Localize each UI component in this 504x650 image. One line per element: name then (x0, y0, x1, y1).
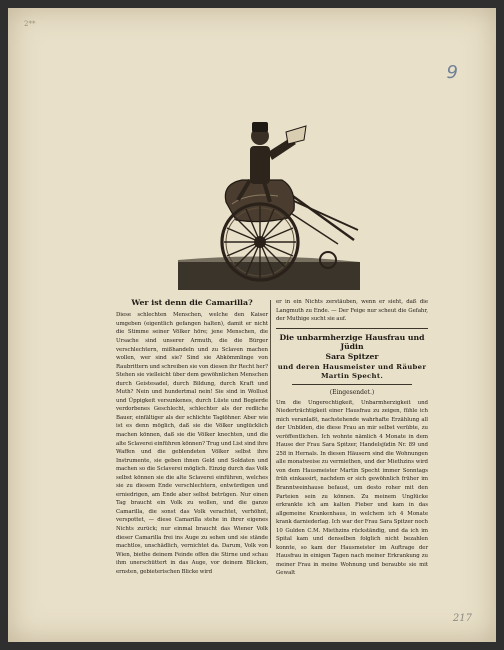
article-continuation: er in ein Nichts zerstäuben, wenn er sieht, daß die Langmuth zu Ende. — Der Feige nur scheut die Gefahr, der Muthige sucht sie auf. (276, 299, 428, 323)
article-heading-line2: Sara Spitzer (325, 351, 379, 361)
carriage-illustration (178, 92, 360, 290)
article-heading-line3: und deren Hausmeister und Räuber (277, 362, 427, 371)
article-body-hausfrau: Um die Ungerechtigkeit, Unbarmherzigkeit und Niederträchtigkeit einer Hausfrau zu zeigen, fühle ich mich veranlaßt, nachstehende wahrhafte Erzählung all der Unbilden, die diese Frau an mir selbst verübte, zu veröffentlichen. Ich wohnte nämlich 4 Monate in dem Hause der Frau Sara Spitzer, Handelsjüdin Nr. 89 und 258 in Hernals. In diesen Häusern sind die Wohnungen alle monatweise zu vermiethen, und der Miethzins wird von dem Hausmeister Martin Specht immer Sonntags früh einkassirt, nachdem er sich gewöhnlich früher im Branntweinhause befaust, um desto roher mit den Parteien sein zu können. Zu meinem Unglücke erkrankte ich am kalten Fieber und kam in das allgemeine Krankenhaus, in welchem ich 4 Monate krank darniederlag. Ich war der Frau Sara Spitzer noch 10 Gulden C.M. Miethzins rückständig, und da ich im Spital kam und denselben folglich nicht bezahlen konnte, so kam der Hausmeister im Auftrage der Hausfrau in einigen Tagen nach meiner Erkrankung zu meiner Frau in meine Wohnung und beraubte sie mit Gewalt (276, 399, 428, 577)
article-heading-line1: Die unbarmherzige Hausfrau und Jüdin (279, 332, 425, 352)
right-column (276, 298, 428, 578)
section-divider (276, 328, 428, 329)
newspaper-page (8, 8, 496, 642)
submission-note: (Eingesendet.) (329, 388, 375, 396)
article-body-camarilla: Diese schlechten Menschen, welche den Kaiser umgeben (eigentlich gefangen halten), damit er nicht die Stimme seiner Völker höre; jene Menschen, die Ursache sind unserer Armuth, die die Bürger verschlechtern, mißhandeln und zu Sclaven machen wollen, wer sind sie? Sind sie Abkömmlinge von Raubrittern und schreiben sie von diesen ihr Recht her? Stehen sie vielleicht über dem gewöhnlichen Menschen durch Geistesadel, durch Bildung, durch Kraft und Muth? Nein und hundertmal nein! Sie sind in Wollust und Üppigkeit versunkenes, durch Lüste und Begierde verdorbenes Geschlecht, schlechter als der redliche Bauer, einfältiger als der schlichte Taglöhner. Aber wie ist es denn möglich, daß sie die Völker unglücklich machen können, daß sie die Völker knechten, und die alte Sclaverei einführen können? Trug und List sind ihre Waffen und die geblendeten Völker selbst ihre Instrumente, sie geben ihnen Geld und Soldaten und machen so die Sclaverei möglich. Einzig durch das Volk selbst können sie die alte Sclaverei einführen, welches sie zu diesem Ende verschlechtern, entwürdigen und erniedrigen, am Ende aber selbst betrügen. Nur einen Tag braucht ein Volk zu wollen, und die ganze Camarilla, die sonst das Volk verachtet, verhöhnt, verspottet, — diese Camarilla stehe in ihrer eigenes Nichts zurück; nur einmal braucht das Wiener Volk dieser Camarilla frei ins Auge zu sehen und sie stände machtlos, unschädlich, vernichtet da. Darum, Volk von Wien, biethe deinem Feinde offen die Stirne und schau ihm unerschüttert in das Auge, vor deinem Blicken, ernsten, gebieterischen Blicke wird (116, 312, 269, 575)
pencil-mark: 9 (446, 62, 458, 83)
article-heading-camarilla: Wer ist denn die Camarilla? (131, 298, 253, 307)
column-divider (270, 300, 271, 548)
corner-note: 2** (24, 20, 36, 28)
archive-number: 217 (452, 613, 472, 624)
heading-divider (292, 384, 412, 385)
article-heading-line4: Martin Specht. (320, 371, 384, 380)
left-column (116, 298, 268, 576)
